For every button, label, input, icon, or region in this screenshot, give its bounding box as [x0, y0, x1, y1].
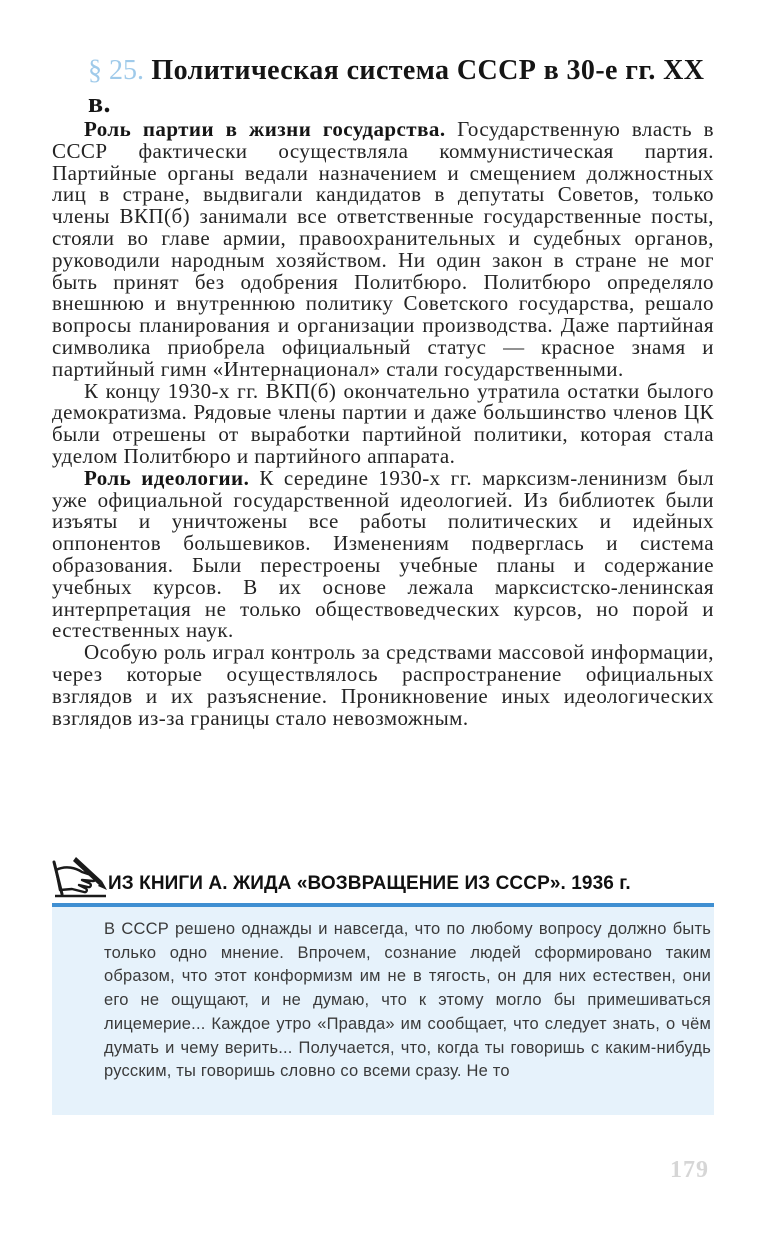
paragraph-democratism [52, 378, 714, 468]
section-title-text: Политическая система СССР в 30-е гг. XX в. [88, 55, 705, 119]
body-text [52, 119, 714, 729]
source-quote-box [52, 907, 714, 1115]
paragraph-lead: Роль идеологии. [84, 465, 250, 490]
paragraph-text: К концу 1930-х гг. ВКП(б) окончательно утратила остатки былого демократизма. Рядовые члены партии и даже большинство членов ЦК были отрешены от выработки партийной политики, которая стала уделом Политбюро и партийного аппарата. [52, 378, 714, 468]
hand-writing-icon [52, 850, 108, 898]
source-heading: ИЗ КНИГИ А. ЖИДА «ВОЗВРАЩЕНИЕ ИЗ СССР». 1936 г. [108, 873, 631, 894]
page-number: 179 [670, 1157, 709, 1183]
paragraph-text: Особую роль играл контроль за средствами массовой информации, через которые осуществлялось распространение официальных взглядов и их разъяснение. Проникновение иных идеологических взглядов из-за границы стало невозможным. [52, 640, 714, 730]
primary-source-block [52, 850, 726, 1115]
paragraph-ideology-role [52, 465, 714, 643]
paragraph-media-control [52, 642, 714, 729]
paragraph-text: К середине 1930-х гг. марксизм-ленинизм был уже официальной государственной идеологией. Из библиотек были изъяты и уничтожены все работы политических и идейных оппонентов большевиков. Изменениям подверглась и система образования. Были перестроены учебные планы и содержание учебных курсов. В их основе лежала марксистско-ленинская интерпретация не только обществоведческих курсов, но порой и естественных наук. [52, 465, 714, 643]
paragraph-party-role [52, 119, 714, 381]
paragraph-text: Государственную власть в СССР фактически осуществляла коммунистическая партия. Партийные органы ведали назначением и смещением должностных лиц в стране, выдвигали кандидатов в депутаты Советов, только члены ВКП(б) занимали все ответственные государственные посты, стояли во главе армии, правоохранительных и судебных органов, руководили народным хозяйством. Ни один закон в стране не мог быть принят без одобрения Политбюро. Политбюро определяло внешнюю и внутреннюю политику Советского государства, решало вопросы планирования и организации производства. Даже партийная символика приобрела официальный статус — красное знамя и партийный гимн «Интернационал» стали государственными. [52, 117, 714, 381]
section-title [88, 54, 728, 120]
paragraph-lead: Роль партии в жизни государства. [84, 117, 446, 141]
source-quote-text: В СССР решено однажды и навсегда, что по любому вопросу должно быть только одно мнение. Впрочем, сознание людей сформировано таким образом, что этот конформизм им не в тягость, он для них естествен, они его не ощущают, и не думаю, что к этому могло бы примешиваться лицемерие... Каждое утро «Правда» им сообщает, что следует знать, о чём думать и чему верить... Получается, что, когда ты говоришь с каким-нибудь русским, ты говоришь словно со всеми сразу. Не то [104, 920, 711, 1081]
section-number: § 25. [88, 55, 144, 86]
